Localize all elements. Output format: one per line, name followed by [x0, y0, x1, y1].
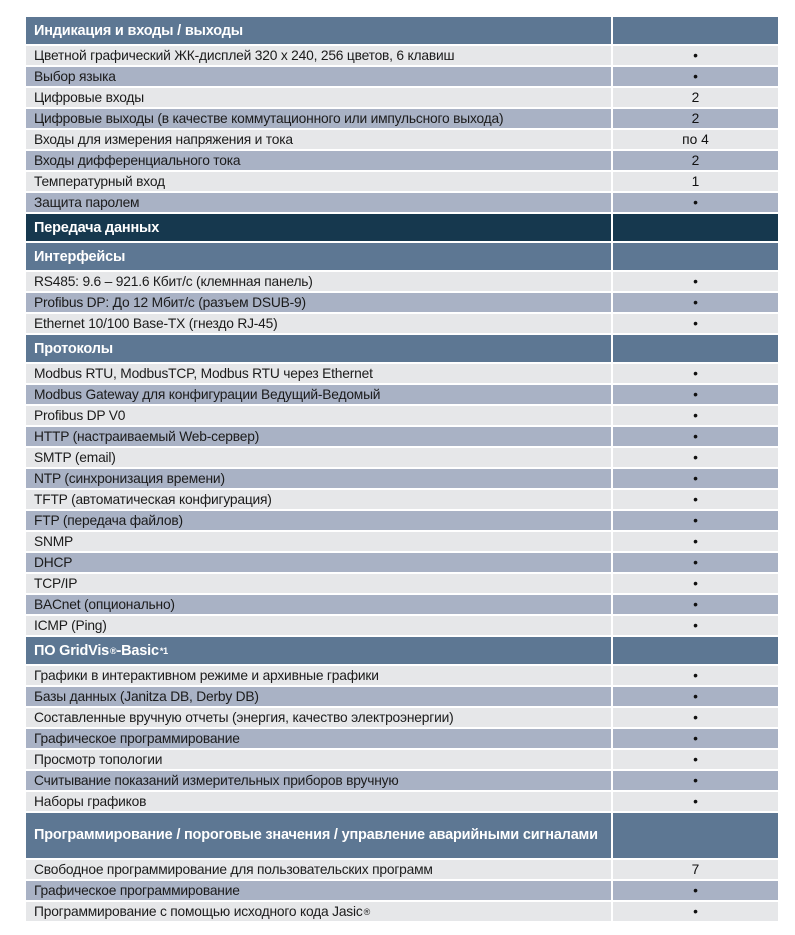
- row-value: •: [613, 532, 778, 551]
- row-label-text: BACnet (опционально): [34, 597, 175, 612]
- row-label-text: Графическое программирование: [34, 731, 240, 746]
- row-label-text: Температурный вход: [34, 174, 165, 189]
- row-value: 2: [613, 151, 778, 170]
- section-title-text: Передача данных: [34, 219, 160, 236]
- section-title: [26, 813, 613, 858]
- row-label-text: TCP/IP: [34, 576, 78, 591]
- row-label: [26, 88, 613, 107]
- row-label-text: Графики в интерактивном режиме и архивные графики: [34, 668, 379, 683]
- row-label: [26, 46, 613, 65]
- row-value: 2: [613, 88, 778, 107]
- section-header-data-transfer: [26, 214, 778, 241]
- row-label-text: ICMP (Ping): [34, 618, 107, 633]
- table-row: [26, 553, 778, 572]
- row-label-text: Modbus RTU, ModbusTCP, Modbus RTU через Ethernet: [34, 366, 373, 381]
- row-label: [26, 448, 613, 467]
- row-label: [26, 109, 613, 128]
- section-title-text: Протоколы: [34, 340, 113, 357]
- row-label-text: HTTP (настраиваемый Web-сервер): [34, 429, 260, 444]
- row-label: [26, 511, 613, 530]
- section-header-value-cell: [613, 335, 778, 362]
- table-row: [26, 490, 778, 509]
- row-label: [26, 293, 613, 312]
- table-row: [26, 792, 778, 811]
- table-row: [26, 272, 778, 291]
- row-value: •: [613, 595, 778, 614]
- row-label-text: Просмотр топологии: [34, 752, 163, 767]
- row-label: [26, 750, 613, 769]
- row-label: [26, 314, 613, 333]
- row-label-text: Входы дифференциального тока: [34, 153, 241, 168]
- table-row: [26, 881, 778, 900]
- row-value: •: [613, 511, 778, 530]
- row-label: [26, 427, 613, 446]
- row-label-text: SNMP: [34, 534, 74, 549]
- table-row: [26, 314, 778, 333]
- row-label-text: RS485: 9.6 – 921.6 Кбит/с (клемнная панель): [34, 274, 313, 289]
- row-value: •: [613, 750, 778, 769]
- row-value: 2: [613, 109, 778, 128]
- row-label-text: Profibus DP V0: [34, 408, 126, 423]
- row-label: [26, 881, 613, 900]
- row-value: •: [613, 902, 778, 921]
- row-label-text: Считывание показаний измерительных приборов вручную: [34, 773, 399, 788]
- section-header-value-cell: [613, 214, 778, 241]
- table-row: [26, 406, 778, 425]
- section-title-text: Индикация и входы / выходы: [34, 22, 243, 39]
- section-title-text: -Basic: [116, 642, 159, 659]
- row-value: •: [613, 881, 778, 900]
- row-label: [26, 729, 613, 748]
- row-value: •: [613, 364, 778, 383]
- row-label: [26, 130, 613, 149]
- row-label-text: Входы для измерения напряжения и тока: [34, 132, 293, 147]
- section-header-protocols: [26, 335, 778, 362]
- row-label-text: Цветной графический ЖК-дисплей 320 x 240, 256 цветов, 6 клавиш: [34, 48, 455, 63]
- table-row: [26, 616, 778, 635]
- row-value: •: [613, 193, 778, 212]
- row-label: [26, 193, 613, 212]
- section-title-text: Интерфейсы: [34, 248, 126, 265]
- row-label: [26, 595, 613, 614]
- row-value: •: [613, 687, 778, 706]
- row-value: •: [613, 314, 778, 333]
- row-label: [26, 151, 613, 170]
- section-title-text: Программирование / пороговые значения / управление аварийными сигналами: [34, 826, 598, 843]
- row-value: •: [613, 385, 778, 404]
- section-header-interfaces: [26, 243, 778, 270]
- row-label: [26, 67, 613, 86]
- row-label-text: DHCP: [34, 555, 73, 570]
- row-label: Программирование с помощью исходного кода Jasic ®: [26, 902, 613, 921]
- section-header-indication-io: [26, 17, 778, 44]
- section-header-value-cell: [613, 17, 778, 44]
- table-row: [26, 427, 778, 446]
- row-label-text: SMTP (email): [34, 450, 116, 465]
- row-value: 1: [613, 172, 778, 191]
- row-value: •: [613, 616, 778, 635]
- section-header-value-cell: [613, 637, 778, 664]
- row-label: [26, 708, 613, 727]
- row-label-text: Ethernet 10/100 Base-TX (гнездо RJ-45): [34, 316, 278, 331]
- table-row: [26, 511, 778, 530]
- row-label-text: Графическое программирование: [34, 883, 240, 898]
- row-label-text: Защита паролем: [34, 195, 140, 210]
- row-label: [26, 490, 613, 509]
- row-value: •: [613, 427, 778, 446]
- row-value: •: [613, 272, 778, 291]
- table-row: [26, 151, 778, 170]
- row-label: [26, 469, 613, 488]
- row-label: [26, 272, 613, 291]
- row-label: [26, 574, 613, 593]
- table-row: [26, 130, 778, 149]
- row-label-text: Программирование с помощью исходного кода Jasic: [34, 904, 363, 919]
- row-value: •: [613, 406, 778, 425]
- row-label-text: Цифровые выходы (в качестве коммутационного или импульсного выхода): [34, 111, 504, 126]
- section-header-gridvis-basic: [26, 637, 778, 664]
- row-value: •: [613, 553, 778, 572]
- row-label-text: FTP (передача файлов): [34, 513, 183, 528]
- section-title: [26, 17, 613, 44]
- table-row: [26, 293, 778, 312]
- row-label-text: Profibus DP: До 12 Мбит/с (разъем DSUB-9): [34, 295, 306, 310]
- table-row: [26, 687, 778, 706]
- row-label: [26, 666, 613, 685]
- table-row: [26, 708, 778, 727]
- section-header-value-cell: [613, 243, 778, 270]
- row-value: •: [613, 490, 778, 509]
- row-label-text: Свободное программирование для пользовательских программ: [34, 862, 433, 877]
- section-title: [26, 335, 613, 362]
- table-row: [26, 469, 778, 488]
- row-label: [26, 385, 613, 404]
- section-title: ПО GridVis ® -Basic *1: [26, 637, 613, 664]
- row-value: •: [613, 293, 778, 312]
- table-row: [26, 771, 778, 790]
- row-value: •: [613, 666, 778, 685]
- row-value: 7: [613, 860, 778, 879]
- table-row: [26, 574, 778, 593]
- table-row: [26, 172, 778, 191]
- row-label: [26, 687, 613, 706]
- row-value: •: [613, 729, 778, 748]
- table-row: [26, 67, 778, 86]
- row-label-text: Цифровые входы: [34, 90, 144, 105]
- table-row: [26, 364, 778, 383]
- table-row: [26, 88, 778, 107]
- table-row: [26, 532, 778, 551]
- row-value: •: [613, 708, 778, 727]
- spec-table: [26, 17, 778, 923]
- table-row: [26, 902, 778, 921]
- row-label: [26, 532, 613, 551]
- table-row: [26, 109, 778, 128]
- row-label-text: Выбор языка: [34, 69, 116, 84]
- row-value: •: [613, 67, 778, 86]
- row-label: [26, 771, 613, 790]
- row-label-text: TFTP (автоматическая конфигурация): [34, 492, 272, 507]
- row-label: [26, 172, 613, 191]
- table-row: [26, 595, 778, 614]
- row-label: [26, 792, 613, 811]
- row-value: по 4: [613, 130, 778, 149]
- section-header-value-cell: [613, 813, 778, 858]
- row-value: •: [613, 469, 778, 488]
- row-value: •: [613, 46, 778, 65]
- row-value: •: [613, 792, 778, 811]
- section-header-programming-thresholds-alarms: [26, 813, 778, 858]
- row-label-text: Базы данных (Janitza DB, Derby DB): [34, 689, 259, 704]
- section-title: [26, 214, 613, 241]
- row-label: [26, 616, 613, 635]
- section-title: [26, 243, 613, 270]
- row-label: [26, 860, 613, 879]
- row-value: •: [613, 448, 778, 467]
- table-row: [26, 750, 778, 769]
- table-row: [26, 46, 778, 65]
- table-row: [26, 729, 778, 748]
- row-value: •: [613, 574, 778, 593]
- table-row: [26, 193, 778, 212]
- row-label-text: Наборы графиков: [34, 794, 147, 809]
- row-label-text: NTP (синхронизация времени): [34, 471, 225, 486]
- row-label: [26, 406, 613, 425]
- table-row: [26, 385, 778, 404]
- table-row: [26, 860, 778, 879]
- row-label: [26, 364, 613, 383]
- section-title-text: ПО GridVis: [34, 642, 110, 659]
- row-label-text: Modbus Gateway для конфигурации Ведущий-Ведомый: [34, 387, 381, 402]
- table-row: [26, 448, 778, 467]
- row-value: •: [613, 771, 778, 790]
- row-label: [26, 553, 613, 572]
- table-row: [26, 666, 778, 685]
- row-label-text: Составленные вручную отчеты (энергия, качество электроэнергии): [34, 710, 454, 725]
